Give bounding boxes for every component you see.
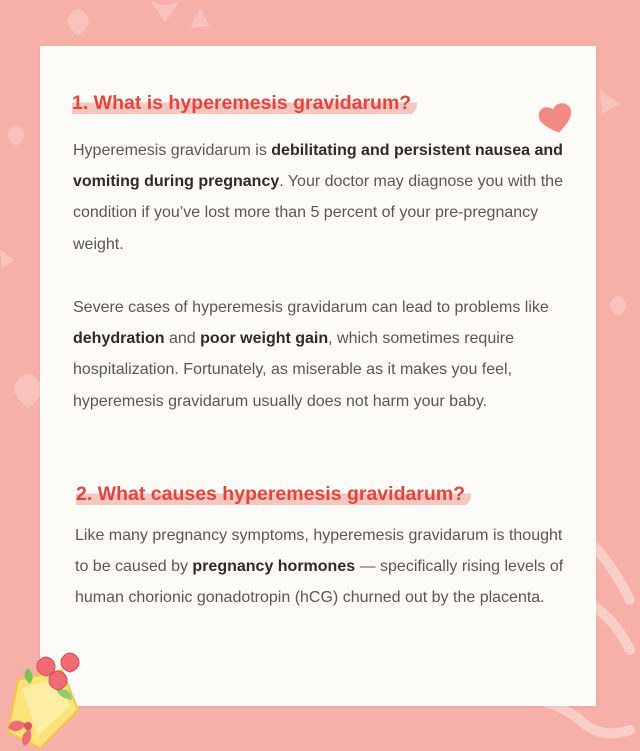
highlight-text: debilitating and persistent nausea and vomiting during pregnancy [73, 142, 563, 191]
section-1-title: 1. What is hyperemesis gravidarum? [72, 90, 417, 116]
section-1-paragraph-2: Severe cases of hyperemesis gravidarum can lead to problems like dehydration and poor weight gain, which sometimes require hospitalization. Fortunately, as miserable as it makes you feel, hyperemesis gravidarum usually does not harm your baby. [73, 299, 549, 410]
section-1-paragraph-1: Hyperemesis gravidarum is debilitating and persistent nausea and vomiting during pregnancy. Your doctor may diagnose you with the condition if you’ve lost more than 5 percent of your pre-pregnancy weight. [73, 142, 563, 253]
section-2-title: 2. What causes hyperemesis gravidarum? [76, 481, 471, 507]
highlight-text: dehydration [73, 330, 165, 348]
highlight-text: pregnancy hormones [192, 558, 356, 576]
section-2-paragraph-1: Like many pregnancy symptoms, hyperemesis gravidarum is thought to be caused by pregnancy hormones — specifically rising levels of human chorionic gonadotropin (hCG) churned out by the placenta. [75, 527, 564, 607]
content-card [40, 46, 596, 706]
flower-bouquet-icon [0, 640, 110, 751]
heart-icon [537, 102, 575, 136]
highlight-text: poor weight gain [200, 330, 329, 348]
